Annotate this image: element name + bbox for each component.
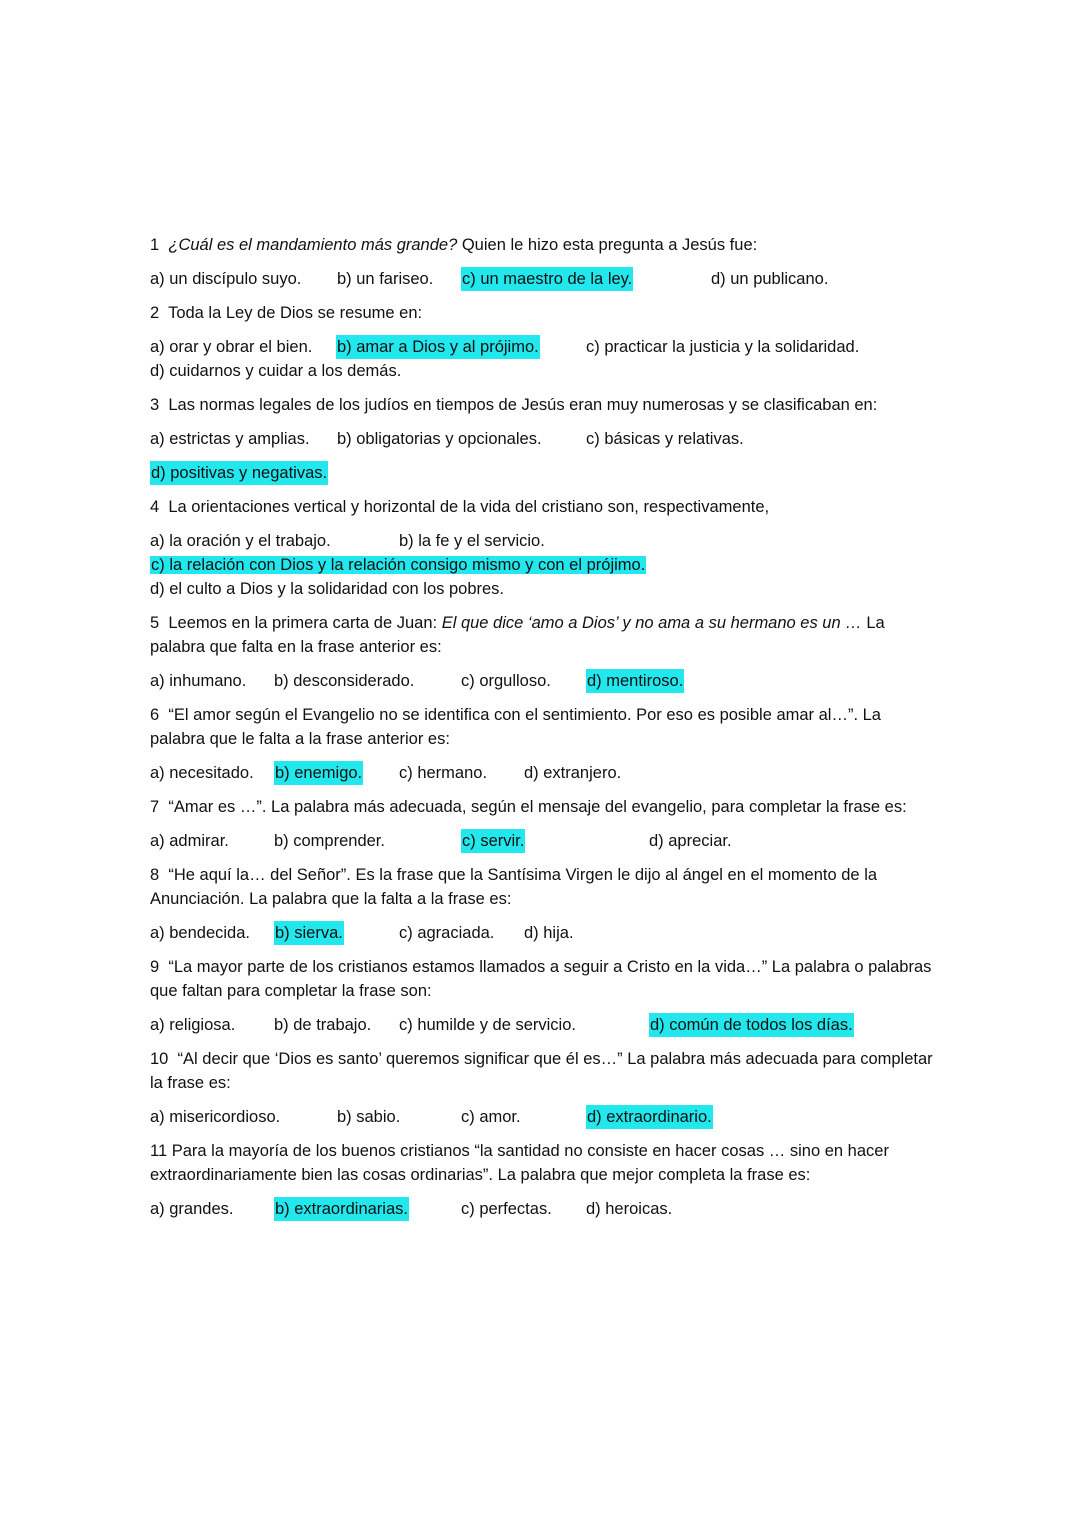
option-d: d) heroicas. bbox=[586, 1200, 673, 1218]
question-4-options bbox=[150, 529, 940, 601]
question-number: 1 bbox=[150, 236, 160, 254]
option-a: a) orar y obrar el bien. bbox=[150, 338, 313, 356]
option-a: a) inhumano. bbox=[150, 672, 247, 690]
question-text: “He aquí la… del Señor”. Es la frase que la Santísima Virgen le dijo al ángel en el momento de la Anunciación. La palabra que la falta a la frase es: bbox=[150, 866, 878, 908]
question-text: “Amar es …”. La palabra más adecuada, según el mensaje del evangelio, para completar la frase es: bbox=[168, 798, 907, 816]
option-c: c) hermano. bbox=[399, 764, 488, 782]
question-11-options bbox=[150, 1197, 940, 1221]
question-number: 9 bbox=[150, 958, 160, 976]
option-a: a) grandes. bbox=[150, 1200, 234, 1218]
option-b: b) comprender. bbox=[274, 832, 385, 850]
option-d: d) apreciar. bbox=[649, 832, 732, 850]
option-c: c) perfectas. bbox=[461, 1200, 552, 1218]
option-c: c) amor. bbox=[461, 1108, 521, 1126]
question-8-stem bbox=[150, 863, 940, 911]
question-italic-text: ¿Cuál es el mandamiento más grande? bbox=[168, 236, 458, 254]
question-text-end: La palabra que falta en la frase anterior es: bbox=[150, 614, 885, 656]
option-a: a) admirar. bbox=[150, 832, 229, 850]
question-3-options-line-2 bbox=[150, 461, 940, 485]
option-d-highlighted: d) extraordinario. bbox=[586, 1105, 713, 1129]
option-b-highlighted: b) extraordinarias. bbox=[274, 1197, 409, 1221]
question-number: 7 bbox=[150, 798, 160, 816]
question-3-options bbox=[150, 427, 940, 451]
option-b-highlighted: b) enemigo. bbox=[274, 761, 363, 785]
option-a: a) la oración y el trabajo. bbox=[150, 532, 331, 550]
option-b: b) desconsiderado. bbox=[274, 672, 415, 690]
question-2-options bbox=[150, 335, 940, 383]
question-number: 2 bbox=[150, 304, 160, 322]
option-d-highlighted: d) positivas y negativas. bbox=[150, 461, 328, 485]
option-d: d) extranjero. bbox=[524, 764, 622, 782]
question-1-options bbox=[150, 267, 940, 291]
question-text: Las normas legales de los judíos en tiempos de Jesús eran muy numerosas y se clasificaban en: bbox=[168, 396, 878, 414]
question-5-options bbox=[150, 669, 940, 693]
option-c: c) orgulloso. bbox=[461, 672, 551, 690]
question-number: 8 bbox=[150, 866, 160, 884]
question-7-options bbox=[150, 829, 940, 853]
option-b-highlighted: b) amar a Dios y al prójimo. bbox=[336, 335, 540, 359]
option-c: c) básicas y relativas. bbox=[586, 430, 744, 448]
question-number: 6 bbox=[150, 706, 160, 724]
question-text: “El amor según el Evangelio no se identifica con el sentimiento. Por eso es posible amar al…”. La palabra que le falta a la frase anterior es: bbox=[150, 706, 881, 748]
option-d-highlighted: d) común de todos los días. bbox=[649, 1013, 854, 1037]
question-number: 11 bbox=[150, 1142, 168, 1160]
question-2-stem bbox=[150, 301, 940, 325]
question-10-stem bbox=[150, 1047, 940, 1095]
question-7-stem bbox=[150, 795, 940, 819]
question-text: Quien le hizo esta pregunta a Jesús fue: bbox=[457, 236, 758, 254]
question-11-stem bbox=[150, 1139, 940, 1187]
question-9-options bbox=[150, 1013, 940, 1037]
option-d: d) el culto a Dios y la solidaridad con los pobres. bbox=[150, 580, 505, 598]
option-c: c) humilde y de servicio. bbox=[399, 1016, 576, 1034]
question-number: 5 bbox=[150, 614, 160, 632]
option-d: d) hija. bbox=[524, 924, 574, 942]
question-9-stem bbox=[150, 955, 940, 1003]
option-c: c) practicar la justicia y la solidaridad. bbox=[586, 338, 860, 356]
option-c-highlighted: c) un maestro de la ley. bbox=[461, 267, 633, 291]
option-b: b) la fe y el servicio. bbox=[399, 532, 545, 550]
question-1-stem bbox=[150, 233, 940, 257]
question-10-options bbox=[150, 1105, 940, 1129]
quiz-document bbox=[150, 233, 940, 1231]
option-d-highlighted: d) mentiroso. bbox=[586, 669, 684, 693]
question-text: “Al decir que ‘Dios es santo’ queremos significar que él es…” La palabra más adecuada para completar la frase es: bbox=[150, 1050, 933, 1092]
question-number: 10 bbox=[150, 1050, 169, 1068]
question-4-stem bbox=[150, 495, 940, 519]
option-a: a) estrictas y amplias. bbox=[150, 430, 310, 448]
option-b: b) un fariseo. bbox=[337, 270, 434, 288]
option-b: b) obligatorias y opcionales. bbox=[337, 430, 542, 448]
option-b-highlighted: b) sierva. bbox=[274, 921, 344, 945]
option-c-highlighted: c) la relación con Dios y la relación consigo mismo y con el prójimo. bbox=[151, 556, 646, 574]
option-a: a) necesitado. bbox=[150, 764, 254, 782]
option-d: d) un publicano. bbox=[711, 270, 829, 288]
option-c-highlighted: c) servir. bbox=[461, 829, 525, 853]
question-6-stem bbox=[150, 703, 940, 751]
question-5-stem bbox=[150, 611, 940, 659]
option-a: a) religiosa. bbox=[150, 1016, 236, 1034]
question-text: Para la mayoría de los buenos cristianos “la santidad no consiste en hacer cosas … sino en hacer extraordinariamente bien las cosas ordinarias”. La palabra que mejor completa la frase es: bbox=[150, 1142, 889, 1184]
option-b: b) de trabajo. bbox=[274, 1016, 372, 1034]
question-number: 4 bbox=[150, 498, 160, 516]
question-6-options bbox=[150, 761, 940, 785]
option-a: a) un discípulo suyo. bbox=[150, 270, 302, 288]
option-a: a) misericordioso. bbox=[150, 1108, 281, 1126]
question-text: La orientaciones vertical y horizontal de la vida del cristiano son, respectivamente, bbox=[168, 498, 770, 516]
option-b: b) sabio. bbox=[337, 1108, 401, 1126]
question-text: Leemos en la primera carta de Juan: bbox=[168, 614, 442, 632]
option-c: c) agraciada. bbox=[399, 924, 495, 942]
question-number: 3 bbox=[150, 396, 160, 414]
question-text: Toda la Ley de Dios se resume en: bbox=[168, 304, 423, 322]
question-text: “La mayor parte de los cristianos estamos llamados a seguir a Cristo en la vida…” La palabra o palabras que faltan para completar la frase son: bbox=[150, 958, 932, 1000]
question-8-options bbox=[150, 921, 940, 945]
option-d: d) cuidarnos y cuidar a los demás. bbox=[150, 362, 402, 380]
question-italic-text: El que dice ‘amo a Dios’ y no ama a su hermano es un … bbox=[441, 614, 862, 632]
question-3-stem bbox=[150, 393, 940, 417]
option-a: a) bendecida. bbox=[150, 924, 250, 942]
